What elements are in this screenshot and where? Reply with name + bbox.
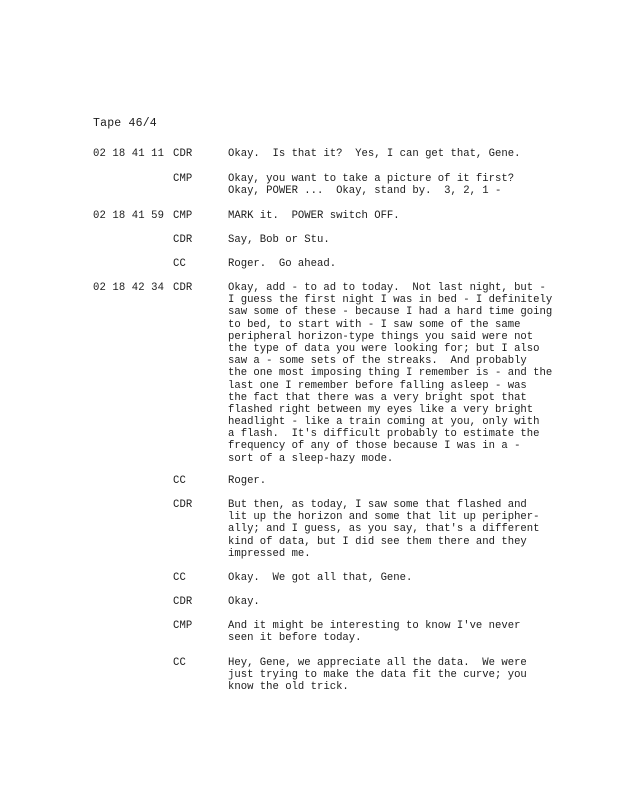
dialogue-line: a flash. It's difficult probably to estimate the (228, 428, 540, 441)
speaker-label: CMP (173, 620, 193, 632)
dialogue-line: know the old trick. (228, 681, 349, 694)
dialogue-line: Okay. We got all that, Gene. (228, 572, 413, 584)
dialogue-line: Roger. Go ahead. (228, 258, 337, 270)
timestamp: 02 18 41 59 (93, 210, 165, 222)
tape-label: Tape 46/4 (93, 117, 157, 130)
speaker-label: CC (173, 657, 186, 669)
speaker-label: CMP (173, 173, 193, 185)
timestamp: 02 18 42 34 (93, 282, 165, 294)
dialogue-line: the fact that there was a very bright spot that (228, 391, 527, 404)
dialogue-text (228, 148, 520, 160)
dialogue-text (228, 596, 260, 608)
dialogue-line: kind of data, but I did see them there and they (228, 535, 527, 548)
dialogue-text (228, 657, 527, 694)
dialogue-text (228, 572, 412, 584)
dialogue-line: lit up the horizon and some that lit up peripher- (228, 511, 540, 524)
dialogue-line: seen it before today. (228, 632, 362, 645)
dialogue-text (228, 210, 400, 222)
dialogue-line: Okay. (228, 596, 260, 608)
dialogue-line: the type of data you were looking for; but I also (228, 342, 540, 355)
dialogue-line: headlight - like a train coming at you, only with (228, 416, 540, 429)
dialogue-line: ally; and I guess, as you say, that's a different (228, 523, 540, 536)
dialogue-line: I guess the first night I was in bed - I definitely (228, 294, 553, 307)
dialogue-line: But then, as today, I saw some that flashed and (228, 499, 527, 511)
dialogue-line: And it might be interesting to know I've never (228, 620, 521, 632)
dialogue-line: last one I remember before falling asleep - was (228, 379, 527, 392)
dialogue-line: Okay, POWER ... Okay, stand by. 3, 2, 1 - (228, 185, 502, 198)
speaker-label: CDR (173, 596, 193, 608)
dialogue-line: MARK it. POWER switch OFF. (228, 210, 400, 222)
dialogue-line: sort of a sleep-hazy mode. (228, 452, 394, 465)
dialogue-line: saw a - some sets of the streaks. And probably (228, 355, 527, 368)
speaker-label: CDR (173, 499, 193, 511)
speaker-label: CC (173, 475, 186, 487)
dialogue-text (228, 234, 330, 246)
speaker-label: CC (173, 572, 186, 584)
dialogue-line: flashed right between my eyes like a very bright (228, 403, 534, 416)
dialogue-text (228, 258, 336, 270)
dialogue-line: peripheral horizon-type things you said were not (228, 330, 534, 343)
dialogue-line: saw some of these - because I had a hard time going (228, 306, 553, 319)
dialogue-line: frequency of any of those because I was in a - (228, 440, 521, 453)
dialogue-line: impressed me. (228, 547, 311, 560)
dialogue-line: Okay, add - to ad to today. Not last night, but - (228, 282, 546, 294)
dialogue-text (228, 475, 266, 487)
dialogue-line: just trying to make the data fit the curve; you (228, 669, 527, 682)
speaker-label: CMP (173, 210, 193, 222)
dialogue-text (228, 173, 514, 197)
dialogue-text (228, 282, 552, 465)
dialogue-text (228, 620, 520, 644)
dialogue-line: Hey, Gene, we appreciate all the data. We were (228, 657, 527, 669)
dialogue-line: to bed, to start with - I saw some of the same (228, 318, 521, 331)
speaker-label: CC (173, 258, 186, 270)
speaker-label: CDR (173, 234, 193, 246)
dialogue-line: Okay. Is that it? Yes, I can get that, Gene. (228, 148, 521, 160)
timestamp: 02 18 41 11 (93, 148, 165, 160)
dialogue-line: Okay, you want to take a picture of it first? (228, 173, 515, 185)
dialogue-line: the one most imposing thing I remember is - and the (228, 367, 553, 380)
dialogue-text (228, 499, 540, 560)
dialogue-line: Roger. (228, 475, 267, 487)
dialogue-line: Say, Bob or Stu. (228, 234, 330, 246)
speaker-label: CDR (173, 148, 193, 160)
speaker-label: CDR (173, 282, 193, 294)
